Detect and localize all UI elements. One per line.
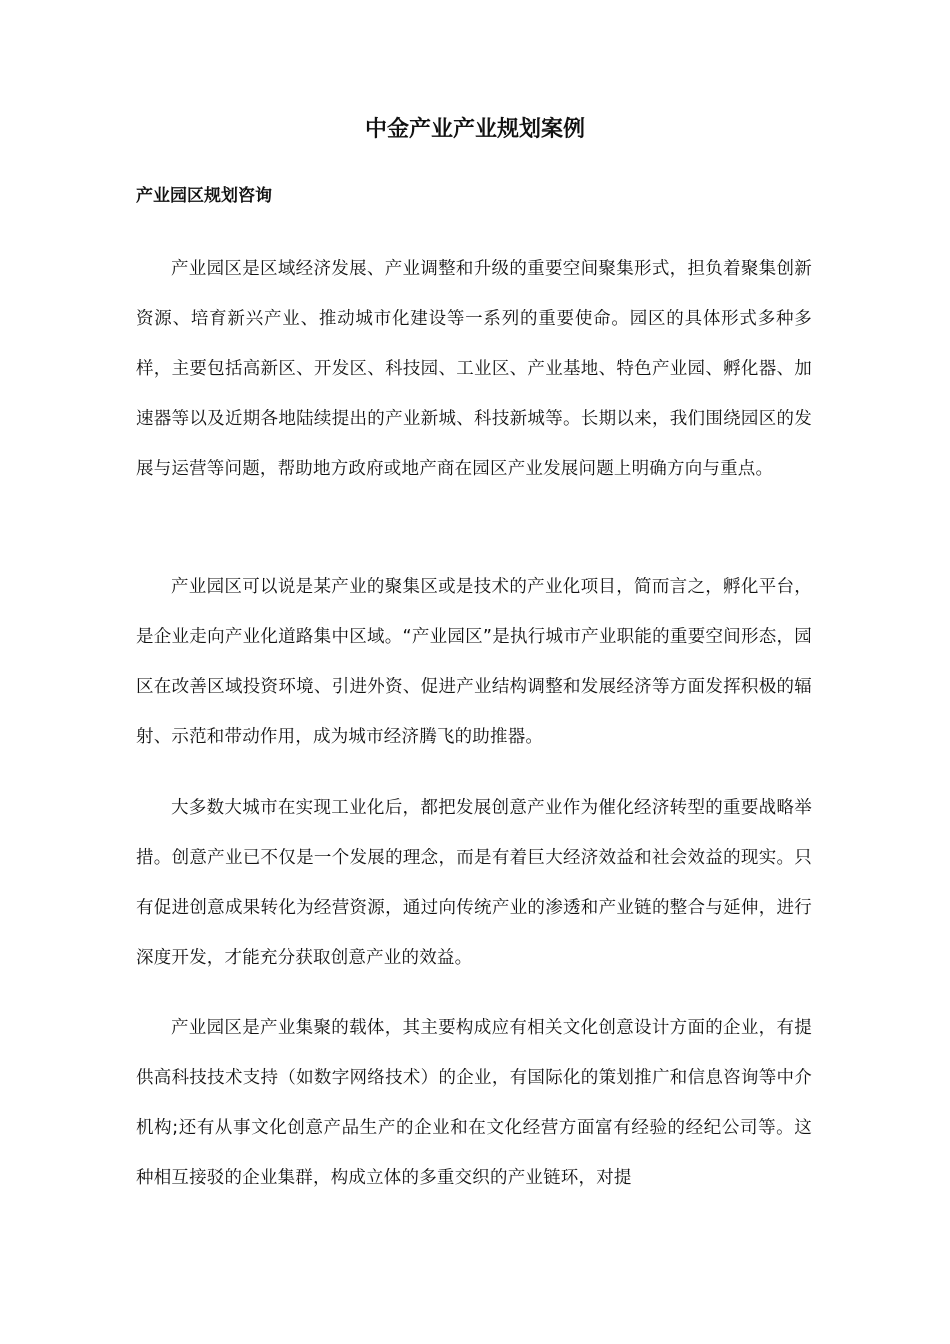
paragraph-1: 产业园区是区域经济发展、产业调整和升级的重要空间聚集形式，担负着聚集创新资源、培育新兴产业、推动城市化建设等一系列的重要使命。园区的具体形式多种多样，主要包括高新区、开发区、科技园、工业区、产业基地、特色产业园、孵化器、加速器等以及近期各地陆续提出的产业新城、科技新城等。长期以来，我们围绕园区的发展与运营等问题，帮助地方政府或地产商在园区产业发展问题上明确方向与重点。	[136, 259, 812, 479]
paragraph-2: 产业园区可以说是某产业的聚集区或是技术的产业化项目，简而言之，孵化平台，是企业走向产业化道路集中区域。“产业园区”是执行城市产业职能的重要空间形态，园区在改善区域投资环境、引进外资、促进产业结构调整和发展经济等方面发挥积极的辐射、示范和带动作用，成为城市经济腾飞的助推器。	[136, 577, 812, 747]
section-heading: 产业园区规划咨询	[136, 186, 272, 206]
paragraph-4: 产业园区是产业集聚的载体，其主要构成应有相关文化创意设计方面的企业，有提供高科技技术支持（如数字网络技术）的企业，有国际化的策划推广和信息咨询等中介机构;还有从事文化创意产品生产的企业和在文化经营方面富有经验的经纪公司等。这种相互接驳的企业集群，构成立体的多重交织的产业链环，对提	[136, 1018, 812, 1188]
paragraph-3: 大多数大城市在实现工业化后，都把发展创意产业作为催化经济转型的重要战略举措。创意产业已不仅是一个发展的理念，而是有着巨大经济效益和社会效益的现实。只有促进创意成果转化为经营资源，通过向传统产业的渗透和产业链的整合与延伸，进行深度开发，才能充分获取创意产业的效益。	[136, 798, 812, 968]
document-title: 中金产业产业规划案例	[364, 117, 585, 142]
